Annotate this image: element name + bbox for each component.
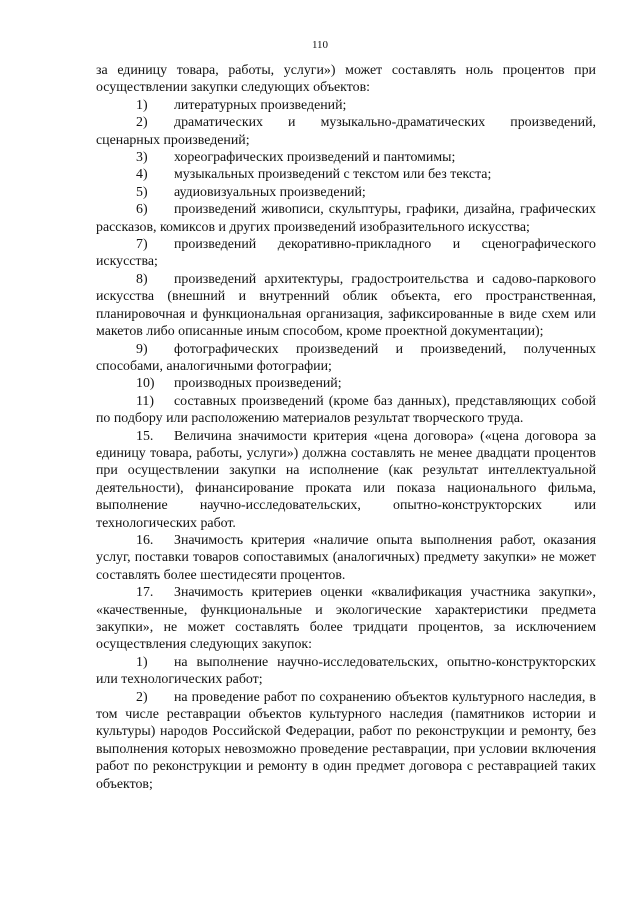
list-item: [96, 689, 596, 793]
list-item-number: 8): [136, 271, 148, 287]
list-item: [96, 184, 596, 201]
list-item: [96, 341, 596, 376]
objects-list: [96, 97, 596, 428]
list-item: [96, 375, 596, 392]
list-item-number: 1): [136, 97, 148, 113]
clause-text: Значимость критериев оценки «квалификация участника закупки», «качественные, функциональные и экологические характеристики предмета закупки», не может составлять более тридцати процентов, за исключением осуществления следующих закупок:: [96, 585, 596, 653]
list-item-text: на выполнение научно-исследовательских, опытно-конструкторских или технологических работ;: [96, 654, 596, 688]
list-item-text: фотографических произведений и произведений, полученных способами, аналогичными фотографии;: [96, 341, 596, 374]
list-item-text: аудиовизуальных произведений;: [174, 184, 366, 200]
clause-number: 16.: [136, 532, 154, 548]
list-item: [96, 271, 596, 341]
list-item-number: 11): [136, 393, 155, 409]
list-item-number: 1): [136, 654, 148, 670]
list-item-text: производных произведений;: [174, 376, 342, 392]
list-item-text: литературных произведений;: [174, 97, 347, 113]
list-item: [96, 236, 596, 271]
list-item: [96, 149, 596, 166]
list-item: [96, 654, 596, 689]
list-item-number: 9): [136, 341, 148, 357]
document-body: [96, 62, 596, 793]
list-item-number: 7): [136, 237, 148, 253]
clause-text: Величина значимости критерия «цена договора» («цена договора за единицу товара, работы, услуги») должна составлять не менее двадцати процентов при осуществлении закупки на исполнение (как результат интеллектуальной деятельности), финансирование проката или показа национального фильма, выполнение научно-исследовательских, опытно-конструкторских или технологических работ.: [96, 428, 596, 531]
list-item-text: хореографических произведений и пантомимы;: [174, 150, 456, 166]
list-item: [96, 97, 596, 114]
list-item-number: 2): [136, 115, 148, 131]
list-item: [96, 201, 596, 236]
exceptions-list: [96, 654, 596, 793]
list-item-text: произведений живописи, скульптуры, графики, дизайна, графических рассказов, комиксов и других произведений изобразительного искусства;: [96, 202, 596, 235]
intro-paragraph: за единицу товара, работы, услуги») может составлять ноль процентов при осуществлении закупки следующих объектов:: [96, 63, 596, 96]
list-item-text: музыкальных произведений с текстом или без текста;: [174, 167, 492, 183]
clause-16: [96, 532, 596, 584]
clause-number: 17.: [136, 585, 154, 601]
list-item-number: 10): [136, 376, 155, 392]
clause-17: [96, 584, 596, 654]
list-item-number: 4): [136, 167, 148, 183]
list-item-text: произведений архитектуры, градостроительства и садово-паркового искусства (внешний и внутренний облик объекта, его пространственная, планировочная и функциональная организация, зафиксированные в виде схем или макетов либо описанные иным способом, кроме проектной документации);: [96, 271, 596, 340]
list-item-number: 6): [136, 202, 148, 218]
clause-number: 15.: [136, 428, 154, 444]
list-item: [96, 166, 596, 183]
clause-15: [96, 428, 596, 532]
list-item-number: 5): [136, 184, 148, 200]
list-item-number: 3): [136, 150, 148, 166]
list-item: [96, 393, 596, 428]
list-item-text: произведений декоративно-прикладного и сценографического искусства;: [96, 237, 596, 270]
list-item-text: драматических и музыкально-драматических произведений, сценарных произведений;: [96, 115, 596, 148]
list-item-text: на проведение работ по сохранению объектов культурного наследия, в том числе реставрации объектов культурного наследия (памятников истории и культуры) народов Российской Федерации, работ по реконструкции и ремонту, без выполнения которых невозможно проведение реставрации, при условии включения работ по реконструкции и ремонту в один предмет договора с реставрацией таких объектов;: [96, 689, 596, 792]
clause-text: Значимость критерия «наличие опыта выполнения работ, оказания услуг, поставки товаров сопоставимых (аналогичных) предмету закупки» не может составлять более шестидесяти процентов.: [96, 532, 596, 583]
list-item-text: составных произведений (кроме баз данных), представляющих собой по подбору или расположению материалов результат творческого труда.: [96, 393, 596, 427]
list-item: [96, 114, 596, 149]
list-item-number: 2): [136, 689, 148, 705]
page-number: 110: [311, 39, 329, 51]
